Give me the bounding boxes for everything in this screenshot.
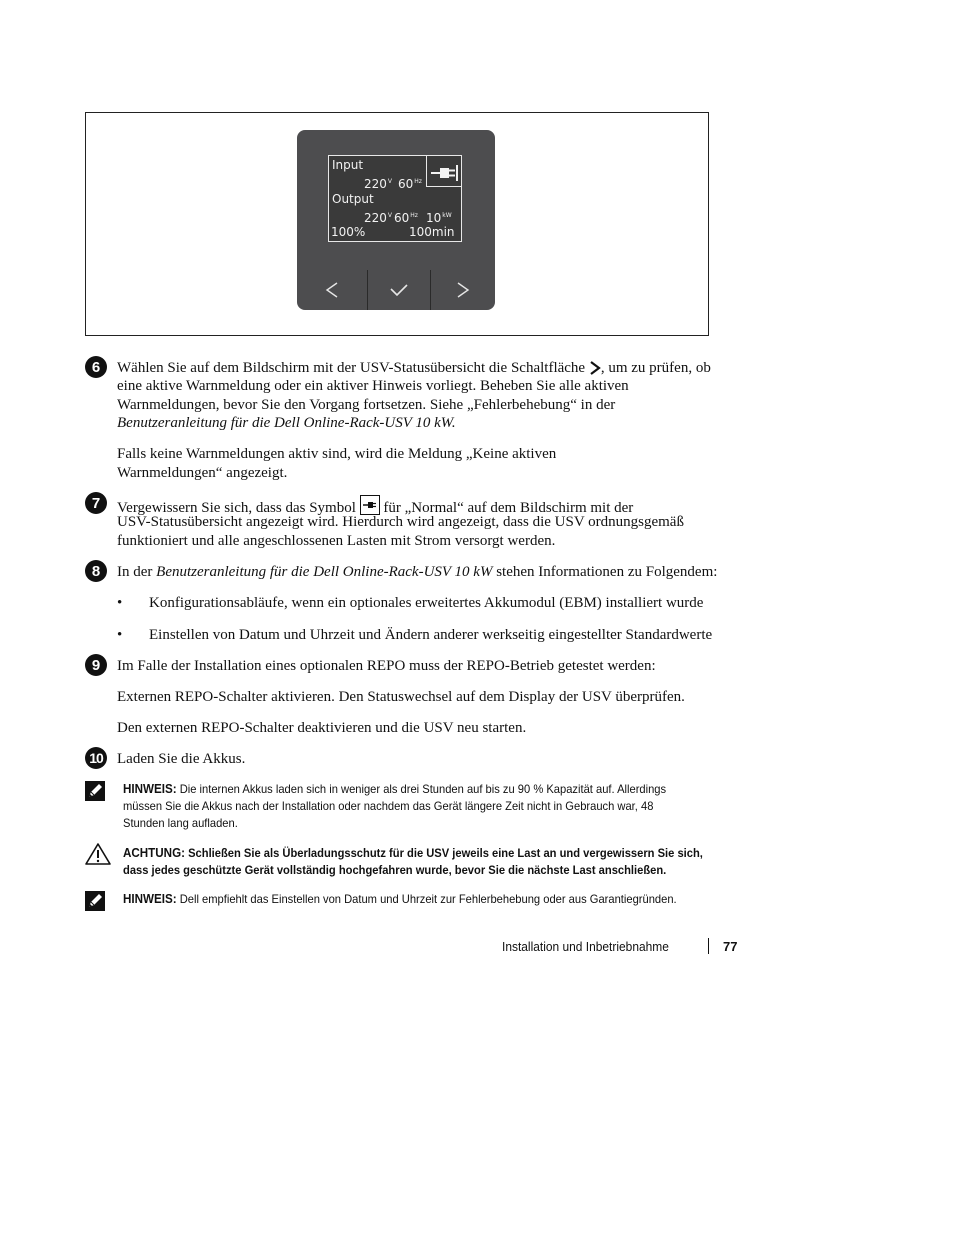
lcd-input-voltage: $220^V$ xyxy=(364,177,393,191)
step-6-line: eine aktive Warnmeldung oder ein aktiver Hinweis vorliegt. Beheben Sie alle aktiven xyxy=(117,378,629,394)
step-9-extra: Externen REPO-Schalter aktivieren. Den Statuswechsel auf dem Display der USV überprüfen. xyxy=(117,689,685,705)
footer-section-title: Installation und Inbetriebnahme xyxy=(502,939,669,954)
step-number-7: 7 xyxy=(85,492,107,514)
caution-line: dass jedes geschützte Gerät vollständig hochgefahren wurde, bevor Sie die nächste Last anschließen. xyxy=(123,863,667,877)
panel-button-bar xyxy=(297,270,495,310)
manual-reference: Benutzeranleitung für die Dell Online-Rack-USV 10 kW. xyxy=(117,415,456,431)
note-line: Stunden lang aufladen. xyxy=(123,816,238,830)
step-9-line: Im Falle der Installation eines optionalen REPO muss der REPO-Betrieb getestet werden: xyxy=(117,658,656,674)
note-label: HINWEIS: xyxy=(123,782,177,796)
lcd-output-power: $10^{kW}$ xyxy=(426,211,452,225)
note-line: müssen Sie die Akkus nach der Installation oder nachdem das Gerät längere Zeit nicht in Gebrauch war, 48 xyxy=(123,799,654,813)
confirm-button[interactable] xyxy=(368,270,430,310)
step-7-line: USV-Statusübersicht angezeigt wird. Hierdurch wird angezeigt, dass die USV ordnungsgemäß xyxy=(117,514,684,530)
caution-line: ACHTUNG: Schließen Sie als Überladungsschutz für die USV jeweils eine Last an und vergewissern Sie sich, xyxy=(123,846,703,860)
step-6-line: Warnmeldungen, bevor Sie den Vorgang fortsetzen. Siehe „Fehlerbehebung“ in der xyxy=(117,397,616,413)
caution-triangle-icon xyxy=(84,842,112,866)
bullet-marker: • xyxy=(117,595,123,611)
checkmark-icon xyxy=(389,282,409,298)
step-8-line: In der Benutzeranleitung für die Dell Online-Rack-USV 10 kW stehen Informationen zu Folgendem: xyxy=(117,564,718,580)
chevron-left-icon xyxy=(324,281,340,299)
step-10-line: Laden Sie die Akkus. xyxy=(117,751,246,767)
chevron-right-icon xyxy=(455,281,471,299)
step-6-line: Wählen Sie auf dem Bildschirm mit der USV-Statusübersicht die Schaltfläche , um zu prüfen, ob xyxy=(117,360,711,376)
manual-reference: Benutzeranleitung für die Dell Online-Rack-USV 10 kW xyxy=(156,564,493,580)
lcd-status-box xyxy=(426,156,461,187)
bullet-marker: • xyxy=(117,627,123,643)
note-line: HINWEIS: Die internen Akkus laden sich in weniger als drei Stunden auf bis zu 90 % Kapazität auf. Allerdings xyxy=(123,782,667,796)
step-9-extra: Den externen REPO-Schalter deaktivieren und die USV neu starten. xyxy=(117,720,527,736)
footer-separator xyxy=(708,938,709,954)
step-7-line: funktioniert und alle angeschlossenen Lasten mit Strom versorgt werden. xyxy=(117,533,556,549)
chevron-right-icon xyxy=(589,361,601,375)
lcd-input-frequency: $60^{Hz}$ xyxy=(398,177,422,191)
note-pencil-icon xyxy=(85,891,105,911)
lcd-input-label: Input xyxy=(332,158,364,172)
note-line: HINWEIS: Dell empfiehlt das Einstellen von Datum und Uhrzeit zur Fehlerbehebung oder aus Garantiegründen. xyxy=(123,892,677,906)
right-arrow-button[interactable] xyxy=(431,270,495,310)
note-label: HINWEIS: xyxy=(123,892,177,906)
step-number-9: 9 xyxy=(85,654,107,676)
bullet-item: Konfigurationsabläufe, wenn ein optionales erweitertes Akkumodul (EBM) installiert wurde xyxy=(149,595,704,611)
lcd-output-voltage: $220^V$ xyxy=(364,211,393,225)
plug-icon xyxy=(427,156,461,186)
step-number-8: 8 xyxy=(85,560,107,582)
step-7-line: Vergewissern Sie sich, dass das Symbol für „Normal“ auf dem Bildschirm mit der xyxy=(117,495,633,518)
step-6-extra: Warnmeldungen“ angezeigt. xyxy=(117,465,288,481)
step-number-6: 6 xyxy=(85,356,107,378)
left-arrow-button[interactable] xyxy=(297,270,367,310)
step-6-extra: Falls keine Warnmeldungen aktiv sind, wird die Meldung „Keine aktiven xyxy=(117,446,557,462)
page-number: 77 xyxy=(723,939,738,954)
note-pencil-icon xyxy=(85,781,105,801)
lcd-runtime: 100min xyxy=(409,225,455,239)
lcd-output-label: Output xyxy=(332,192,374,206)
lcd-output-frequency: $60^{Hz}$ xyxy=(394,211,418,225)
lcd-screen xyxy=(328,155,462,242)
plug-icon xyxy=(360,495,380,515)
bullet-item: Einstellen von Datum und Uhrzeit und Ändern anderer werkseitig eingestellter Standardwerte xyxy=(149,627,713,643)
caution-label: ACHTUNG: xyxy=(123,846,186,860)
step-number-10: 10 xyxy=(85,747,107,769)
lcd-load-percent: 100% xyxy=(331,225,366,239)
